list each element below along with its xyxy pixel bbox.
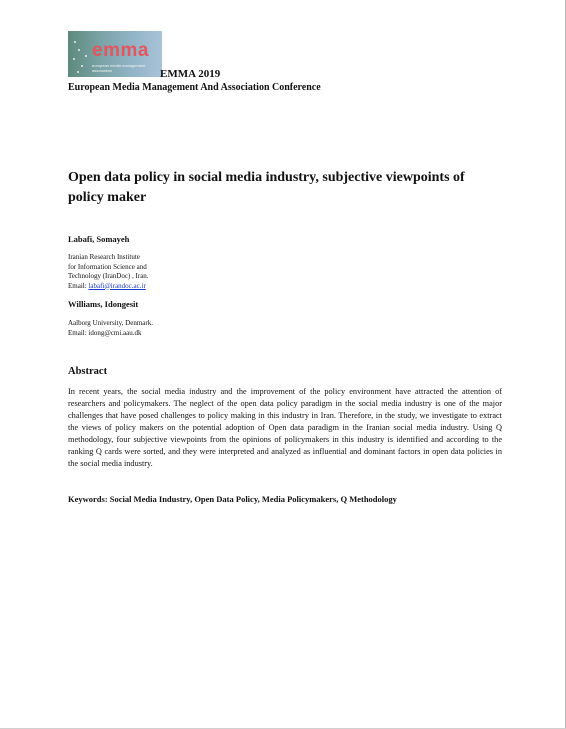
abstract-body: In recent years, the social media industry and the improvement of the policy environment have attracted the attention of researchers and policymakers. The neglect of the open data policy paradigm in the social media industry is one of the major challenges that have posed challenges to policy making in this industry in Iran. Therefore, in the study, we investigate to extract the views of policy makers on the potential adoption of Open data paradigm in the Iranian social media industry. Using Q methodology, four subjective viewpoints from the opinions of policymakers in this industry is identified and according to the ranking Q cards were sorted, and they were interpreted and analyzed as influential and dominant factors in open data policies in the social media industry.	[68, 387, 502, 468]
email-label: Email:	[68, 328, 89, 337]
affiliation-line: Iranian Research Institute	[68, 253, 140, 261]
author-name: Labafi, Somayeh	[68, 234, 130, 244]
logo-tagline: european media management association	[92, 63, 146, 73]
author-affiliation	[68, 253, 149, 291]
affiliation-line: Technology (IranDoc) , Iran.	[68, 272, 149, 280]
keywords: Keywords: Social Media Industry, Open Data Policy, Media Policymakers, Q Methodology	[68, 494, 397, 504]
author-email-link[interactable]: labafi@irandoc.ac.ir	[88, 281, 146, 290]
author-email: idong@cmi.aau.dk	[88, 328, 142, 337]
author-email-line	[68, 282, 149, 292]
emma-logo	[68, 31, 162, 77]
author-email-line	[68, 329, 153, 339]
abstract-heading: Abstract	[68, 366, 108, 377]
author-name: Williams, Idongesit	[68, 299, 139, 309]
conference-full-name: European Media Management And Association Conference	[68, 82, 321, 93]
affiliation-line: for Information Science and	[68, 262, 147, 271]
conference-name: EMMA 2019	[160, 68, 221, 80]
author-affiliation	[68, 319, 153, 338]
logo-wordmark: emma	[92, 40, 149, 61]
email-label: Email:	[68, 281, 89, 290]
affiliation-line: Aalborg University, Denmark.	[68, 319, 153, 327]
paper-title: Open data policy in social media industry, subjective viewpoints of policy maker	[68, 170, 465, 205]
